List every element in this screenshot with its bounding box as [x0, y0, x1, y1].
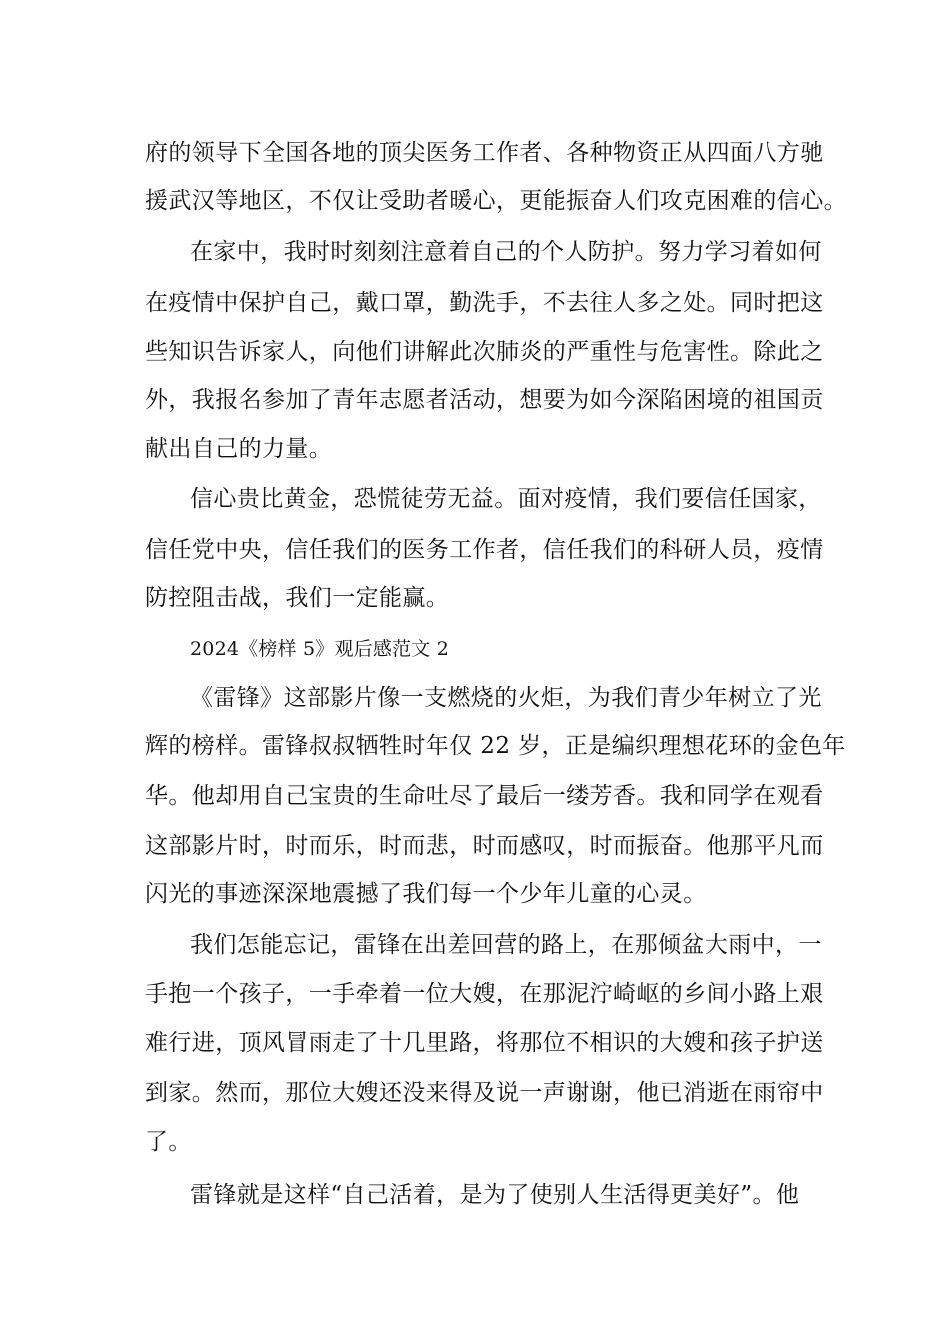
text-line: 闪光的事迹深深地震撼了我们每一个少年儿童的心灵。	[145, 881, 707, 907]
text-line: 《雷锋》这部影片像一支燃烧的火炬，为我们青少年树立了光	[190, 685, 822, 711]
text-line: 援武汉等地区，不仅让受助者暖心，更能振奋人们攻克困难的信心。	[145, 188, 847, 214]
text-line: 到家。然而，那位大嫂还没来得及说一声谢谢，他已消逝在雨帘中	[145, 1080, 824, 1106]
text-line: 府的领导下全国各地的顶尖医务工作者、各种物资正从四面八方驰	[145, 140, 824, 166]
text-line: 些知识告诉家人，向他们讲解此次肺炎的严重性与危害性。除此之	[145, 339, 824, 365]
text-line: 防控阻击战，我们一定能赢。	[145, 585, 450, 611]
text-line: 了。	[145, 1129, 192, 1155]
section-heading: 2024《榜样 5》观后感范文 2	[190, 638, 450, 660]
text-line: 信任党中央，信任我们的医务工作者，信任我们的科研人员，疫情	[145, 537, 824, 563]
text-line: 华。他却用自己宝贵的生命吐尽了最后一缕芳香。我和同学在观看	[145, 783, 824, 809]
text-line: 外，我报名参加了青年志愿者活动，想要为如今深陷困境的祖国贡	[145, 387, 824, 413]
text-line: 献出自己的力量。	[145, 436, 333, 462]
text-line: 在家中，我时时刻刻注意着自己的个人防护。努力学习着如何	[190, 239, 822, 265]
text-line: 在疫情中保护自己，戴口罩，勤洗手，不去往人多之处。同时把这	[145, 290, 824, 316]
text-line: 这部影片时，时而乐，时而悲，时而感叹，时而振奋。他那平凡而	[145, 833, 824, 859]
text-line: 信心贵比黄金，恐慌徒劳无益。面对疫情，我们要信任国家，	[190, 486, 822, 512]
text-line: 我们怎能忘记，雷锋在出差回营的路上，在那倾盆大雨中，一	[190, 932, 822, 958]
text-line: 辉的榜样。雷锋叔叔牺牲时年仅 22 岁，正是编织理想花环的金色年	[145, 733, 846, 759]
text-line: 手抱一个孩子，一手牵着一位大嫂，在那泥泞崎岖的乡间小路上艰	[145, 981, 824, 1007]
text-line: 难行进，顶风冒雨走了十几里路，将那位不相识的大嫂和孩子护送	[145, 1030, 824, 1056]
text-line: 雷锋就是这样“自己活着，是为了使别人生活得更美好”。他	[190, 1182, 800, 1208]
